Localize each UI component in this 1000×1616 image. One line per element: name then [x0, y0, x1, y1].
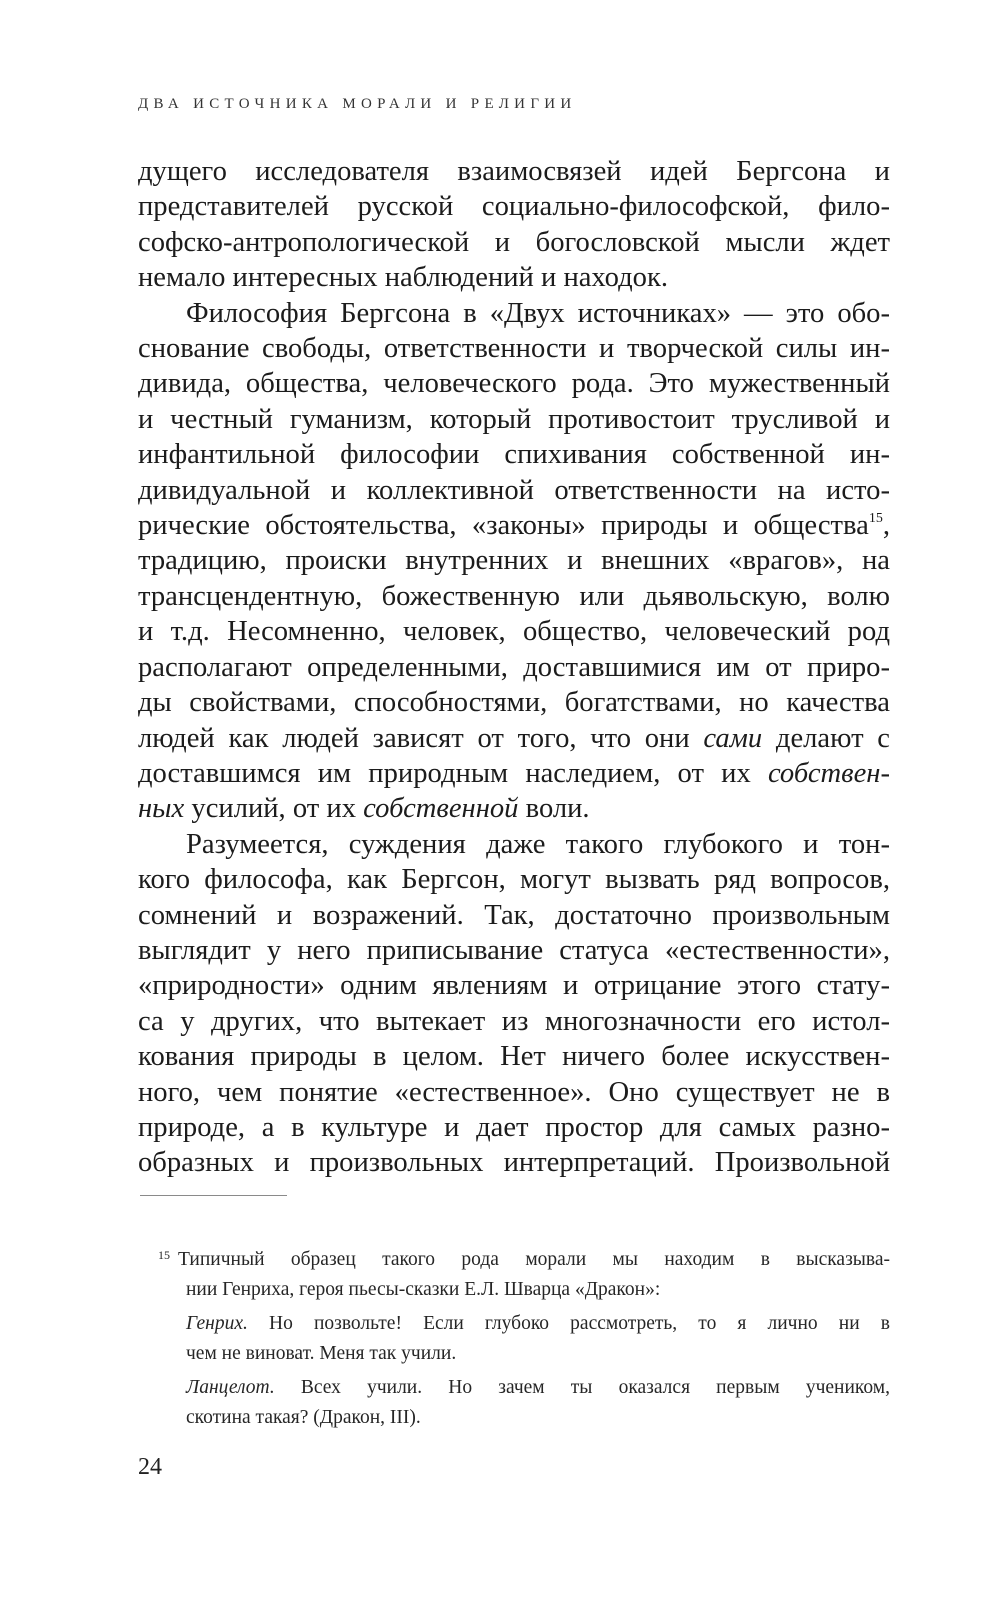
text-line: ного, чем понятие «естественное». Оно существует не в — [138, 1076, 890, 1108]
emphasis: сами — [703, 722, 763, 754]
paragraph — [138, 154, 890, 296]
text-line: сомнений и возражений. Так, достаточно произвольным — [138, 899, 890, 931]
text-line: ды свойствами, способностями, богатствами, но качества — [138, 687, 890, 719]
text-line — [138, 791, 890, 826]
footnote-reference[interactable]: 15 — [868, 511, 883, 527]
footnote-line: нии Генриха, героя пьесы-сказки Е.Л. Шварца «Дракон»: — [186, 1279, 661, 1300]
footnote-intro — [138, 1240, 890, 1305]
text-line: немало интересных наблюдений и находок. — [138, 262, 669, 294]
text-segment: Всех учили. Но зачем ты оказался первым учеником, — [274, 1377, 890, 1398]
speaker-name: Ланцелот. — [186, 1377, 275, 1398]
text-line: и честный гуманизм, который противостоит трусливой и — [138, 403, 890, 435]
text-line: инфантильной философии спихивания собственной ин- — [138, 439, 890, 471]
footnote-line: чем не виноват. Меня так учили. — [186, 1343, 457, 1364]
footnote-line — [138, 1240, 890, 1275]
text-line: дивидуальной и коллективной ответственности на исто- — [138, 474, 890, 506]
page-number: 24 — [138, 1454, 162, 1480]
text-line: трансцендентную, божественную или дьявольскую, волю — [138, 580, 890, 612]
text-segment: Но позвольте! Если глубоко рассмотреть, то я лично ни в — [247, 1313, 890, 1334]
text-line: снование свободы, ответственности и творческой силы ин- — [138, 333, 890, 365]
text-line: кования природы в целом. Нет ничего более искусствен- — [138, 1041, 890, 1073]
paragraph — [138, 296, 890, 827]
text-line: традицию, происки внутренних и внешних «врагов», на — [138, 545, 890, 577]
text-line: са у других, что вытекает из многозначности его истол- — [138, 1005, 890, 1037]
footnote-number: 15 — [158, 1248, 170, 1262]
text-segment: усилий, от их — [184, 793, 364, 825]
text-line — [138, 721, 890, 756]
text-line: «природности» одним явлениям и отрицание этого стату- — [138, 970, 890, 1002]
text-line: софско-антропологической и богословской мысли ждет — [138, 226, 890, 258]
footnote-quote-henry — [138, 1309, 890, 1369]
speaker-name: Генрих. — [186, 1313, 248, 1334]
text-line — [138, 756, 890, 791]
footnote-line: скотина такая? (Дракон, III). — [186, 1407, 421, 1428]
main-text — [138, 154, 890, 1181]
text-line: природе, а в культуре и дает простор для самых разно- — [138, 1111, 890, 1143]
text-segment: воли. — [518, 793, 590, 825]
text-line: дущего исследователя взаимосвязей идей Бергсона и — [138, 156, 890, 187]
emphasis: собствен- — [767, 757, 890, 789]
text-line — [138, 508, 890, 543]
text-segment: людей как людей зависят от того, что они — [138, 722, 704, 754]
emphasis: ных — [138, 793, 185, 825]
text-line: дивида, общества, человеческого рода. Это мужественный — [138, 368, 890, 400]
footnote-divider — [140, 1195, 287, 1196]
footnote-quote-lancelot — [138, 1373, 890, 1433]
text-line: кого философа, как Бергсон, могут вызвать ряд вопросов, — [138, 864, 890, 896]
text-line: образных и произвольных интерпретаций. Произвольной — [138, 1147, 890, 1179]
footnote-line — [138, 1373, 890, 1403]
footnote-line — [138, 1309, 890, 1339]
text-segment: рические обстоятельства, «законы» природы и общества — [138, 510, 869, 542]
text-segment: делают с — [762, 722, 890, 754]
text-line: Философия Бергсона в «Двух источниках» — это обо- — [186, 297, 890, 329]
text-segment: доставшимся им природным наследием, от их — [138, 757, 768, 789]
text-segment: , — [882, 510, 890, 542]
text-line: и т.д. Несомненно, человек, общество, человеческий род — [138, 616, 890, 648]
text-segment: Типичный образец такого рода морали мы находим в высказыва- — [178, 1249, 890, 1270]
text-line: выглядит у него приписывание статуса «естественности», — [138, 934, 890, 966]
text-line: располагают определенными, доставшимися им от приро- — [138, 651, 890, 683]
paragraph — [138, 827, 890, 1181]
emphasis: собственной — [363, 793, 519, 825]
text-line: представителей русской социально-философской, фило- — [138, 191, 890, 223]
text-line: Разумеется, суждения даже такого глубокого и тон- — [186, 828, 890, 860]
running-head: ДВА ИСТОЧНИКА МОРАЛИ И РЕЛИГИИ — [138, 96, 577, 112]
footnote — [138, 1240, 890, 1437]
